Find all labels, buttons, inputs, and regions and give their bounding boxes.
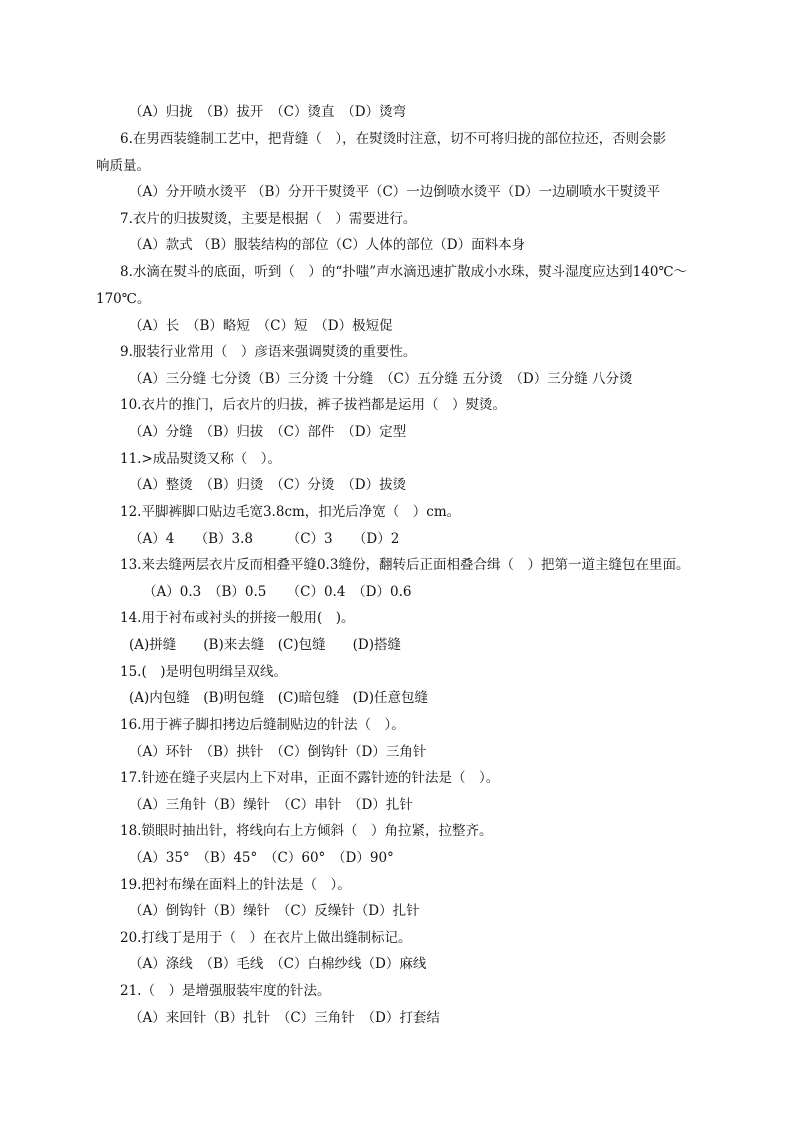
- question-21: 21.（ ）是增强服装牢度的针法。: [120, 983, 331, 999]
- options-q16: （A）环针 （B）拱针 （C）倒钩针（D）三角针: [129, 744, 427, 760]
- question-6: 6.在男西装缝制工艺中，把背缝（ ），在熨烫时注意，切不可将归拢的部位拉还，否则会影: [120, 131, 667, 147]
- options-q12: （A）4 （B）3.8 （C）3 （D）2: [129, 531, 400, 547]
- options-q14: (A)拼缝 (B)来去缝 (C)包缝 (D)搭缝: [129, 637, 401, 653]
- options-q9: （A）三分缝 七分烫（B）三分烫 十分缝 （C）五分缝 五分烫 （D）三分缝 八分烫: [129, 371, 633, 387]
- options-q21: （A）来回针（B）扎针 （C）三角针 （D）打套结: [129, 1010, 440, 1026]
- options-q18: （A）35° （B）45° （C）60° （D）90°: [129, 850, 394, 866]
- question-10: 10.衣片的推门，后衣片的归拔，裤子拔裆都是运用（ ）熨烫。: [120, 397, 506, 413]
- options-q10: （A）分缝 （B）归拔 （C）部件 （D）定型: [129, 424, 407, 440]
- options-q11: （A）整烫 （B）归烫 （C）分烫 （D）拔烫: [129, 477, 407, 493]
- question-8-continued: 170℃。: [96, 291, 151, 307]
- question-17: 17.针迹在缝子夹层内上下对串，正面不露针迹的针法是（ ）。: [120, 770, 500, 786]
- question-12: 12.平脚裤脚口贴边毛宽3.8cm，扣光后净宽（ ）cm。: [120, 504, 461, 520]
- options-q8: （A）长 （B）略短 （C）短 （D）极短促: [129, 318, 393, 334]
- question-13: 13.来去缝两层衣片反而相叠平缝0.3缝份，翻转后正面相叠合缉（ ）把第一道主缝包在里面。: [120, 557, 690, 573]
- question-6-continued: 响质量。: [96, 158, 150, 174]
- question-20: 20.打线丁是用于（ ）在衣片上做出缝制标记。: [120, 930, 412, 946]
- question-7: 7.衣片的归拔熨烫，主要是根据（ ）需要进行。: [120, 211, 417, 227]
- options-q17: （A）三角针（B）缲针 （C）串针 （D）扎针: [129, 797, 413, 813]
- options-q6: （A）分开喷水烫平 （B）分开干熨烫平（C）一边倒喷水烫平（D）一边刷喷水干熨烫平: [129, 184, 661, 200]
- question-11: 11.>成品熨烫又称（ ）。: [120, 451, 282, 467]
- options-q20: （A）涤线 （B）毛线 （C）白棉纱线（D）麻线: [129, 956, 427, 972]
- question-19: 19.把衬布缲在面料上的针法是（ ）。: [120, 877, 351, 893]
- question-9: 9.服装行业常用（ ）彦语来强调熨烫的重要性。: [120, 344, 417, 360]
- options-q19: （A）倒钩针（B）缲针 （C）反缲针（D）扎针: [129, 903, 420, 919]
- question-8: 8.水滴在熨斗的底面，听到（ ）的“扑嗤”声水滴迅速扩散成小水珠，熨斗湿度应达到140℃～: [120, 264, 688, 280]
- question-14: 14.用于衬布或衬头的拼接一般用( )。: [120, 610, 355, 626]
- options-q15: (A)内包缝 (B)明包缝 (C)暗包缝 (D)任意包缝: [129, 690, 428, 706]
- question-16: 16.用于裤子脚扣拷边后缝制贴边的针法（ ）。: [120, 717, 405, 733]
- options-q5: （A）归拢 （B）拔开 （C）烫直 （D）烫弯: [129, 104, 407, 120]
- options-q7: （A）款式 （B）服装结构的部位（C）人体的部位（D）面料本身: [129, 237, 526, 253]
- options-q13: （A）0.3 （B）0.5 （C）0.4 （D）0.6: [143, 584, 412, 600]
- question-15: 15.( )是明包明缉呈双线。: [120, 664, 288, 680]
- question-18: 18.锁眼时抽出针，将线向右上方倾斜（ ）角拉紧，拉整齐。: [120, 823, 493, 839]
